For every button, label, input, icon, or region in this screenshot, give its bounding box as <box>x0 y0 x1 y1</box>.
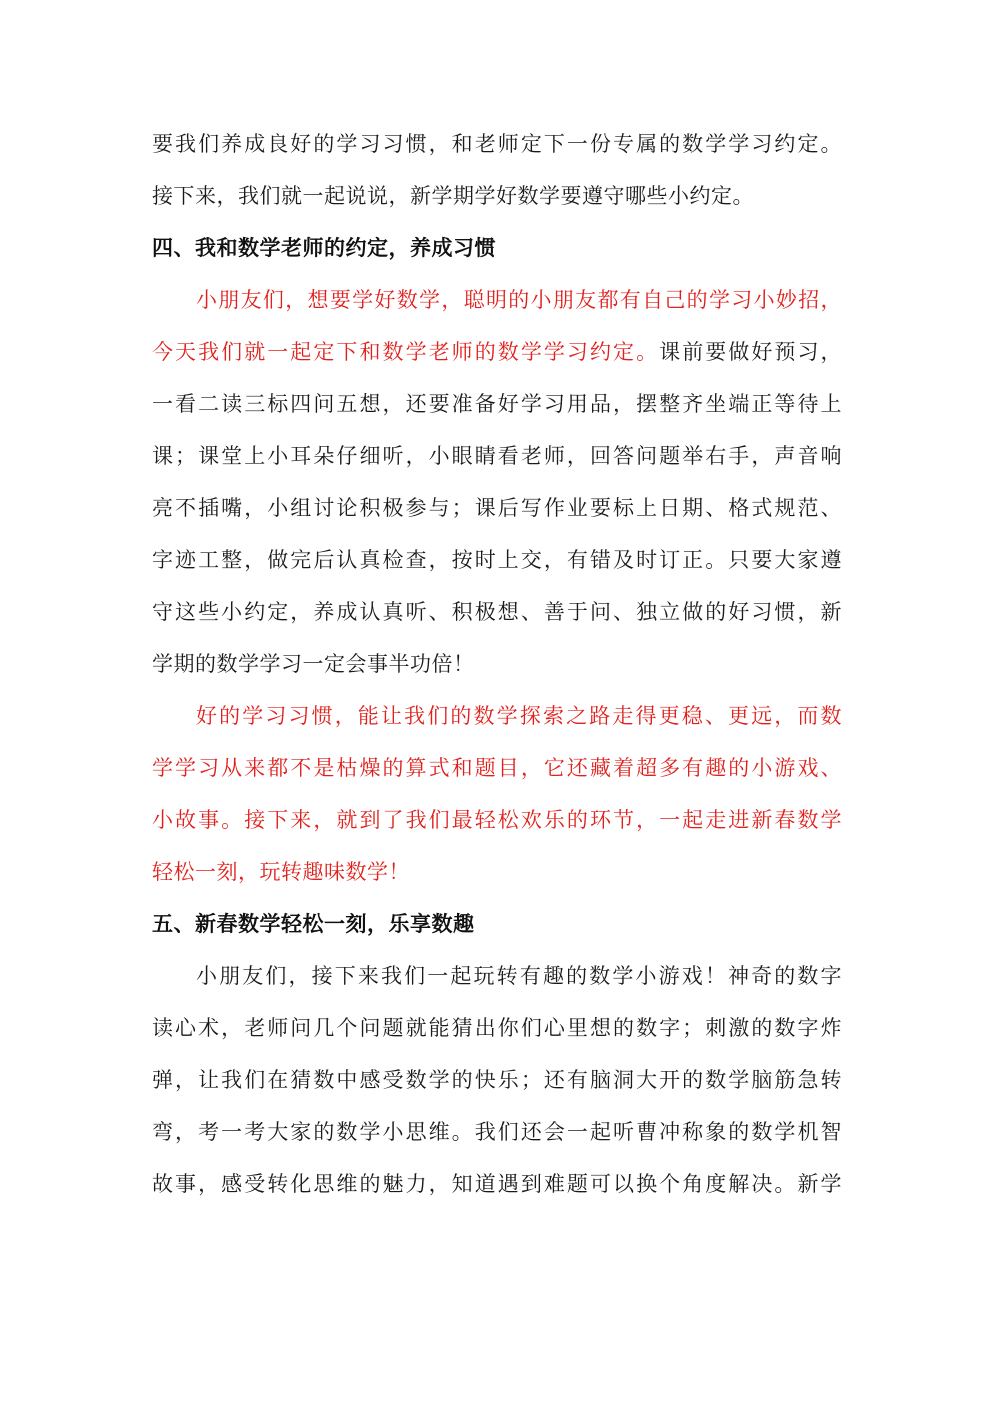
section-four-line2-tail: 课前要做好预习， <box>659 340 842 364</box>
section-four-body-line-3: 亮不插嘴，小组讨论积极参与；课后写作业要标上日期、格式规范、 <box>152 496 842 520</box>
section-five-heading: 五、新春数学轻松一刻，乐享数趣 <box>152 911 475 936</box>
section-four-body-line-2: 课；课堂上小耳朵仔细听，小眼睛看老师，回答问题举右手，声音响 <box>152 444 842 468</box>
section-four-body-line-1: 一看二读三标四问五想，还要准备好学习用品，摆整齐坐端正等待上 <box>152 392 842 416</box>
intro-line-1: 要我们养成良好的学习习惯，和老师定下一份专属的数学学习约定。 <box>152 132 842 156</box>
section-five-body-line-3: 弹，让我们在猜数中感受数学的快乐；还有脑洞大开的数学脑筋急转 <box>152 1068 842 1092</box>
section-four-red-line-2: 今天我们就一起定下和数学老师的数学学习约定。 <box>152 340 660 364</box>
section-five-body-line-2: 读心术，老师问几个问题就能猜出你们心里想的数字；刺激的数字炸 <box>152 1016 842 1040</box>
section-five-body-line-1: 小朋友们，接下来我们一起玩转有趣的数学小游戏！神奇的数字 <box>196 964 842 988</box>
transition-line-1: 好的学习习惯，能让我们的数学探索之路走得更稳、更远，而数 <box>196 704 842 728</box>
transition-line-4: 轻松一刻，玩转趣味数学！ <box>152 860 410 884</box>
document-body <box>152 118 842 1210</box>
section-four-body-line-6: 学期的数学学习一定会事半功倍！ <box>152 652 475 676</box>
section-four-body-line-5: 守这些小约定，养成认真听、积极想、善于问、独立做的好习惯，新 <box>152 600 842 624</box>
section-four-body-line-4: 字迹工整，做完后认真检查，按时上交，有错及时订正。只要大家遵 <box>152 548 842 572</box>
section-five-body-line-4: 弯，考一考大家的数学小思维。我们还会一起听曹冲称象的数学机智 <box>152 1120 842 1144</box>
section-four-heading: 四、我和数学老师的约定，养成习惯 <box>152 235 496 260</box>
section-four-red-line-1: 小朋友们，想要学好数学，聪明的小朋友都有自己的学习小妙招， <box>196 288 842 312</box>
transition-line-2: 学学习从来都不是枯燥的算式和题目，它还藏着超多有趣的小游戏、 <box>152 756 842 780</box>
transition-line-3: 小故事。接下来，就到了我们最轻松欢乐的环节，一起走进新春数学 <box>152 808 842 832</box>
section-four-mixed-line <box>152 326 842 378</box>
intro-line-2: 接下来，我们就一起说说，新学期学好数学要遵守哪些小约定。 <box>152 184 754 208</box>
section-five-body-line-5: 故事，感受转化思维的魅力，知道遇到难题可以换个角度解决。新学 <box>152 1172 842 1196</box>
